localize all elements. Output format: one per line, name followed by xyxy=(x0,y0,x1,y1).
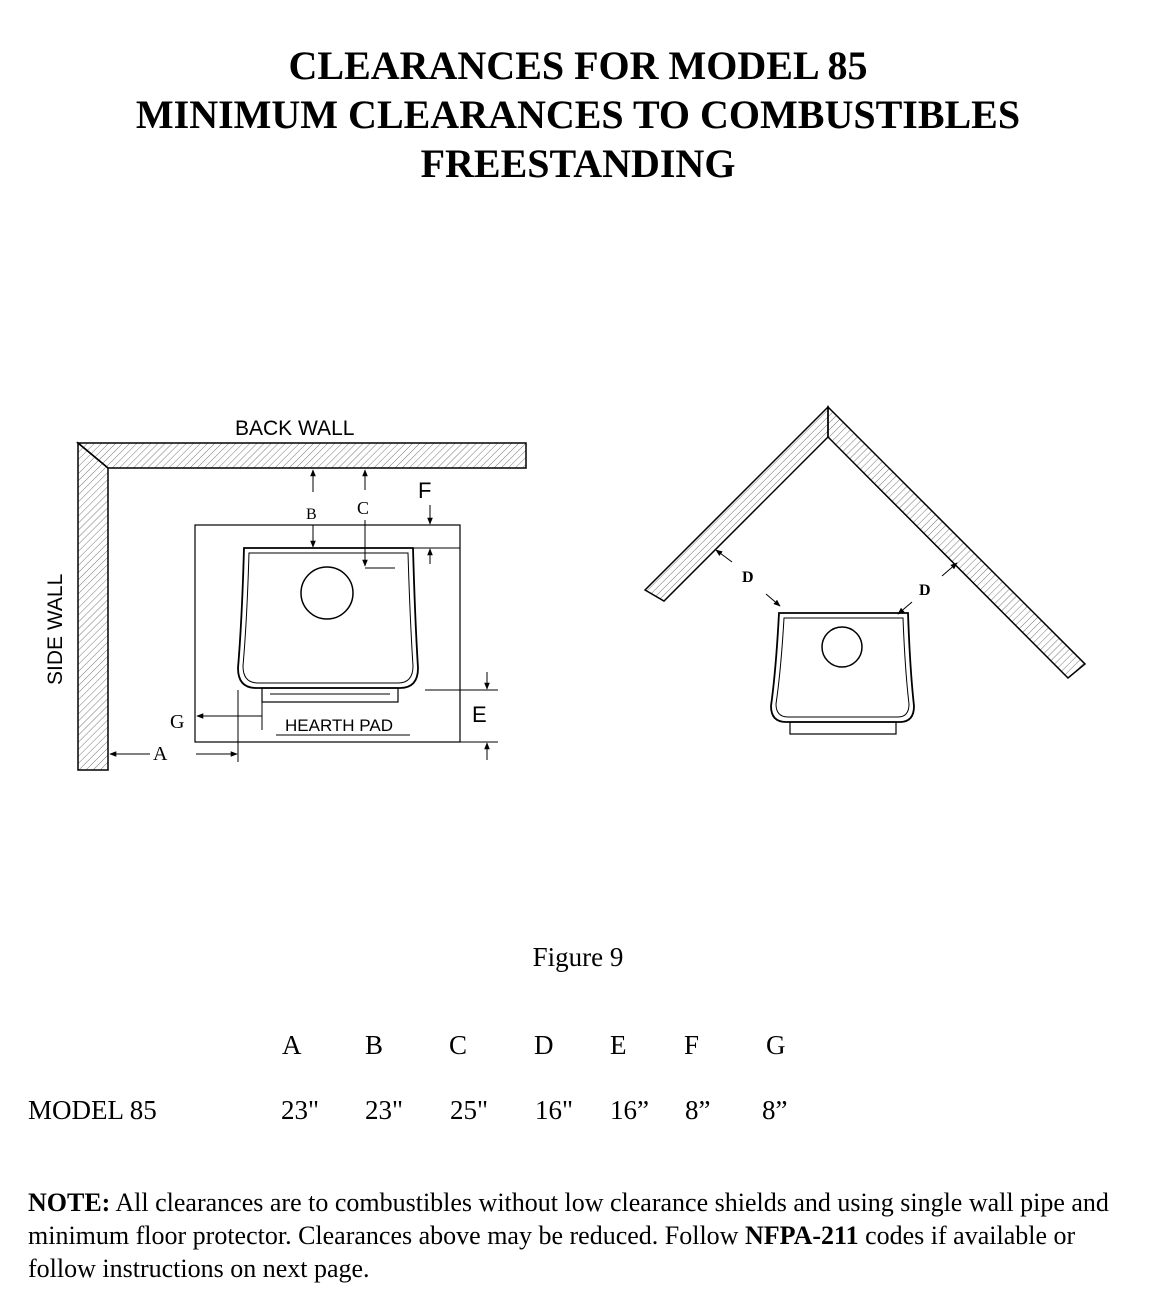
col-header-g: G xyxy=(766,1030,786,1060)
corner-wall-right xyxy=(828,407,1085,678)
dim-g-label: G xyxy=(170,711,185,733)
dim-b-label: B xyxy=(306,506,317,523)
hearth-pad xyxy=(195,525,460,742)
note-code: NFPA-211 xyxy=(744,1221,859,1250)
stove-left xyxy=(238,548,418,702)
dim-f-label: F xyxy=(418,478,432,503)
col-header-a: A xyxy=(282,1030,302,1060)
value-e: 16” xyxy=(610,1095,649,1125)
stove-right xyxy=(771,613,914,734)
flue-collar-left xyxy=(301,567,353,619)
note-lead: NOTE: xyxy=(28,1188,111,1217)
value-b: 23" xyxy=(365,1095,404,1125)
side-wall xyxy=(78,443,108,770)
dim-d-label-right: D xyxy=(919,582,931,599)
note-text-1: All clearances are to combustibles without low clearance shields and using single wall pipe and minimum floor protector. Clearances above may be reduced. Follow xyxy=(28,1188,1109,1250)
value-g: 8” xyxy=(762,1095,788,1125)
value-f: 8” xyxy=(685,1095,711,1125)
side-wall-label: SIDE WALL xyxy=(44,573,67,685)
row-label-model: MODEL 85 xyxy=(28,1095,157,1125)
flue-collar-right xyxy=(822,627,862,667)
dim-e-label: E xyxy=(472,702,487,727)
figure-caption: Figure 9 xyxy=(532,942,624,972)
col-header-f: F xyxy=(684,1030,700,1060)
corner-walls-right xyxy=(645,407,1085,678)
note-text-2: codes if available or follow instructions on next page. xyxy=(28,1221,1076,1283)
title-line-3: FREESTANDING xyxy=(420,141,736,186)
value-a: 23" xyxy=(281,1095,320,1125)
col-header-e: E xyxy=(610,1030,627,1060)
hearth-pad-label: HEARTH PAD xyxy=(285,716,394,735)
value-c: 25" xyxy=(450,1095,489,1125)
back-wall-label: BACK WALL xyxy=(235,417,355,440)
title-line-1: CLEARANCES FOR MODEL 85 xyxy=(288,43,868,88)
note-paragraph xyxy=(28,1186,1128,1285)
title-line-2: MINIMUM CLEARANCES TO COMBUSTIBLES xyxy=(135,92,1021,137)
dim-d-label-left: D xyxy=(742,569,754,586)
dim-a-label: A xyxy=(153,743,168,765)
col-header-b: B xyxy=(365,1030,384,1060)
value-d: 16" xyxy=(535,1095,574,1125)
dim-c-label: C xyxy=(357,498,370,518)
corner-wall-left xyxy=(645,407,828,601)
col-header-d: D xyxy=(534,1030,554,1060)
col-header-c: C xyxy=(449,1030,468,1060)
back-wall xyxy=(78,443,526,468)
